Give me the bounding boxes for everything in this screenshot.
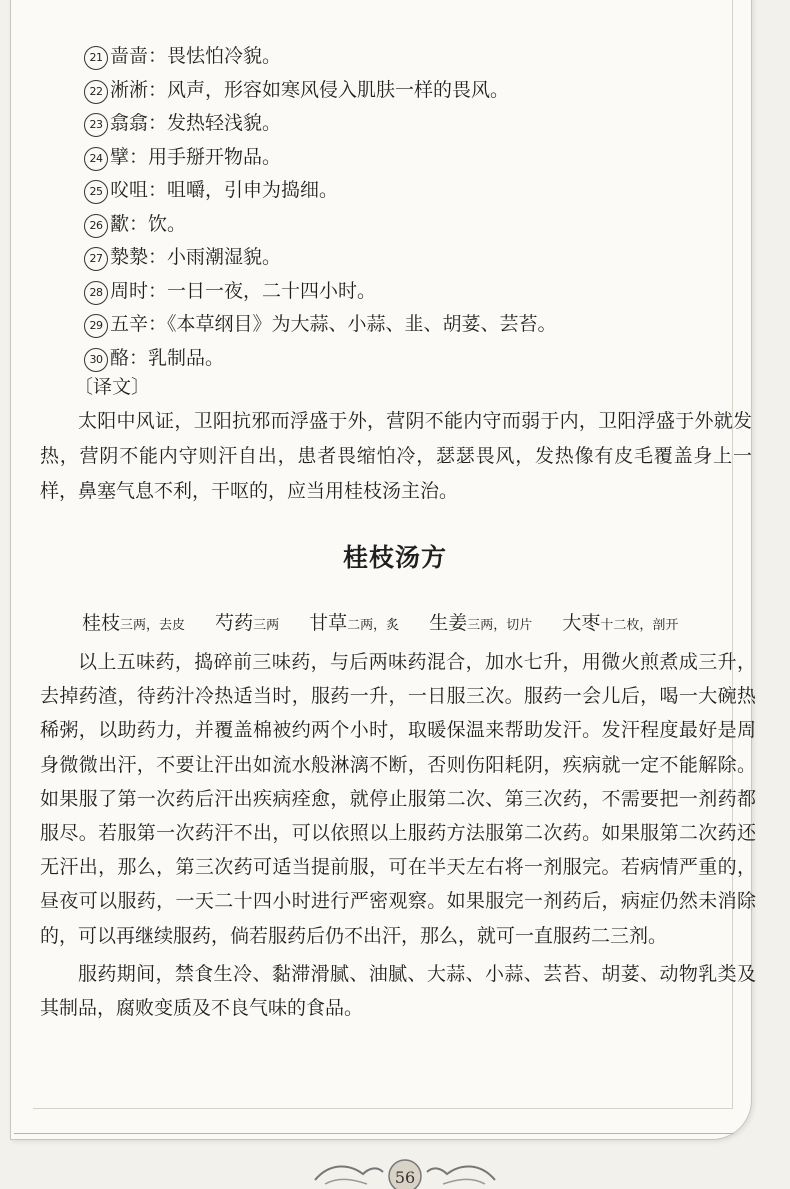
- method-paragraph: 以上五味药，捣碎前三味药，与后两味药混合，加水七升，用微火煎煮成三升，去掉药渣，待药汁冷热适当时，服药一升，一日服三次。服药一会儿后，喝一大碗热稀粥，以助药力，并覆盖棉被约两个小时，取暖保温来帮助发汗。发汗程度最好是周身微微出汗，不要让汗出如流水般淋漓不断，否则伤阳耗阴，疾病就一定不能解除。如果服了第一次药后汗出疾病痊愈，就停止服第二次、第三次药，不需要把一剂药都服尽。若服第一次药汗不出，可以依照以上服药方法服第二次药。如果服第二次药还无汗出，那么，第三次药可适当提前服，可在半天左右将一剂服完。若病情严重的，昼夜可以服药，一天二十四小时进行严密观察。如果服完一剂药后，病症仍然未消除的，可以再继续服药，倘若服药后仍不出汗，那么，就可一直服药二三剂。: [40, 651, 756, 947]
- translation-heading: 〔译文〕: [74, 376, 151, 398]
- note-text: 歠：饮。: [110, 212, 187, 235]
- note-item: [84, 342, 734, 376]
- ingredient: [82, 608, 185, 635]
- note-number: 25: [84, 180, 108, 204]
- ingredient-dose: 二两，炙: [347, 618, 400, 633]
- page-number: 56: [394, 1168, 416, 1187]
- ingredient-name: 甘草: [309, 612, 348, 634]
- note-text: 㕮咀：咀嚼，引申为捣细。: [110, 179, 339, 201]
- note-text: 漐漐：小雨潮湿貌。: [110, 246, 282, 268]
- note-text: 酪：乳制品。: [110, 346, 225, 369]
- translation-body: [40, 404, 752, 509]
- note-item: [84, 40, 734, 74]
- ingredient-name: 大枣: [562, 612, 601, 634]
- note-number: 28: [84, 281, 108, 305]
- note-number: 26: [84, 214, 108, 238]
- annotation-list: [84, 40, 734, 375]
- ingredient: [562, 608, 678, 635]
- note-text: 翕翕：发热轻浅貌。: [110, 112, 282, 134]
- note-number: 23: [84, 113, 108, 137]
- ingredient-dose: 十二枚，剖开: [600, 618, 679, 633]
- note-text: 擘：用手掰开物品。: [110, 145, 282, 168]
- note-number: 29: [84, 314, 108, 338]
- note-number: 24: [84, 147, 108, 171]
- ingredient-dose: 三两: [253, 618, 280, 633]
- taboo-paragraph: 服药期间，禁食生冷、黏滞滑腻、油腻、大蒜、小蒜、芸苔、胡荽、动物乳类及其制品，腐败变质及不良气味的食品。: [40, 962, 756, 1020]
- note-item: [84, 107, 734, 141]
- ingredient: [215, 608, 279, 635]
- note-text: 周时：一日一夜，二十四小时。: [110, 279, 377, 302]
- note-item: [84, 308, 734, 342]
- ingredient-list: [82, 608, 762, 638]
- ingredient: [429, 608, 532, 635]
- note-number: 30: [84, 348, 108, 372]
- note-text: 五辛：《本草纲目》为大蒜、小蒜、韭、胡荽、芸苔。: [110, 313, 557, 335]
- note-item: [84, 174, 734, 208]
- page-number-ornament: [305, 1150, 505, 1189]
- note-text: 啬啬：畏怯怕冷貌。: [110, 45, 282, 67]
- ingredient-name: 芍药: [215, 612, 254, 634]
- ingredient-dose: 三两，去皮: [120, 618, 186, 633]
- ingredient-dose: 三两，切片: [467, 618, 533, 633]
- ingredient: [309, 608, 399, 635]
- note-item: [84, 241, 734, 275]
- note-number: 22: [84, 80, 108, 104]
- ingredient-name: 桂枝: [82, 612, 121, 634]
- note-item: [84, 141, 734, 175]
- note-text: 淅淅：风声，形容如寒风侵入肌肤一样的畏风。: [110, 78, 510, 101]
- footer-rule: [14, 1133, 734, 1134]
- method-body: [40, 645, 756, 1029]
- note-item: [84, 208, 734, 242]
- section-title: 桂枝汤方: [342, 543, 447, 572]
- ingredient-name: 生姜: [429, 612, 468, 634]
- note-item: [84, 74, 734, 108]
- note-item: [84, 275, 734, 309]
- translation-paragraph: 太阳中风证，卫阳抗邪而浮盛于外，营阴不能内守而弱于内，卫阳浮盛于外就发热，营阴不能内守则汗自出，患者畏缩怕冷，瑟瑟畏风，发热像有皮毛覆盖身上一样，鼻塞气息不利，干呕的，应当用桂枝汤主治。: [40, 410, 752, 502]
- note-number: 21: [84, 46, 108, 70]
- note-number: 27: [84, 247, 108, 271]
